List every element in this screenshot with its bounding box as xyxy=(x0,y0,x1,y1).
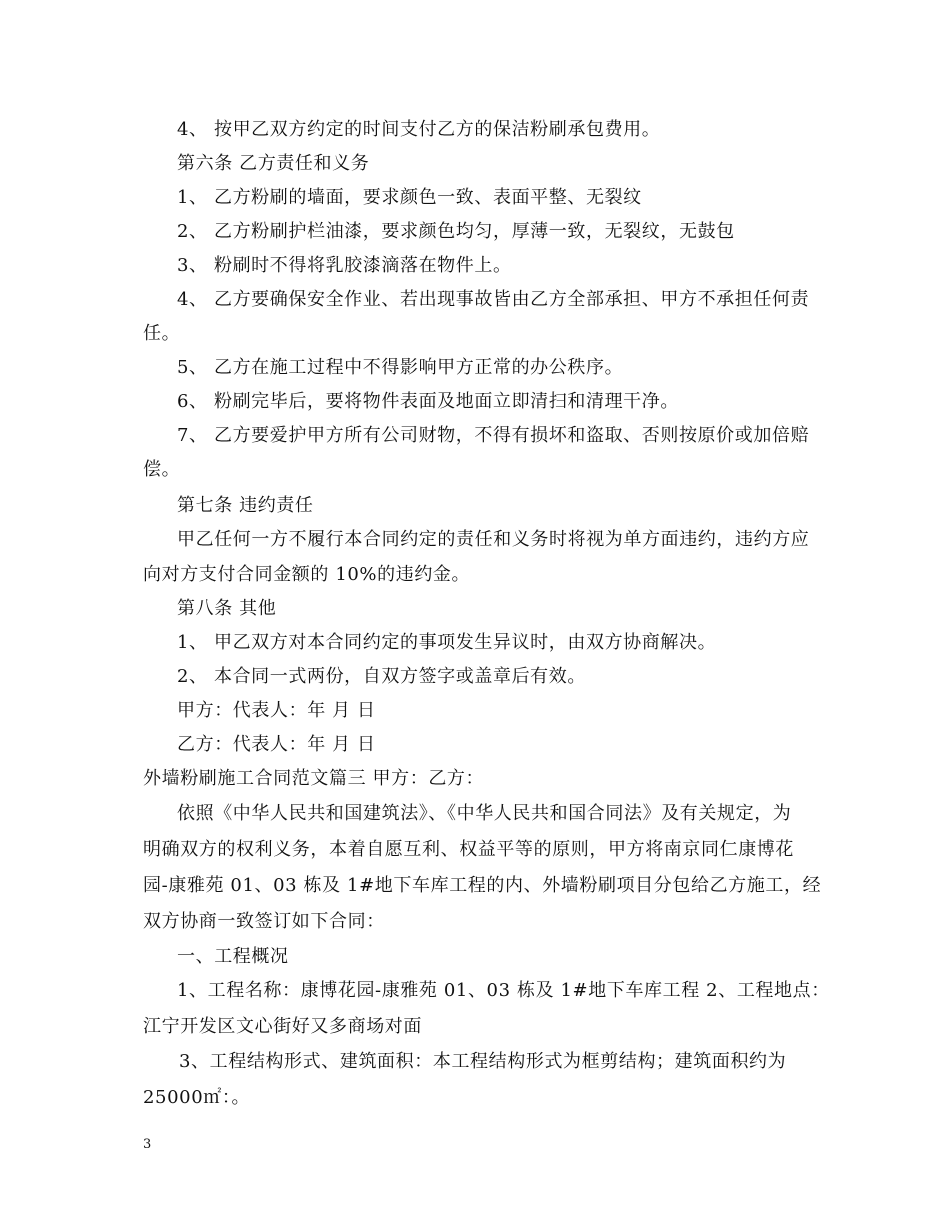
paragraph-line: 4、 按甲乙双方约定的时间支付乙方的保洁粉刷承包费用。 xyxy=(177,119,661,140)
paragraph-line: 25000㎡：。 xyxy=(143,1087,251,1108)
paragraph-line: 1、 甲乙双方对本合同约定的事项发生异议时，由双方协商解决。 xyxy=(177,632,717,653)
paragraph-line: 江宁开发区文心街好又多商场对面 xyxy=(143,1016,422,1037)
paragraph-line: 4、 乙方要确保安全作业、若出现事故皆由乙方全部承担、甲方不承担任何责 xyxy=(177,289,810,310)
paragraph-line: 向对方支付合同金额的 10%的违约金。 xyxy=(143,564,471,585)
paragraph-line: 双方协商一致签订如下合同： xyxy=(143,911,385,932)
section-heading: 一、工程概况 xyxy=(177,946,289,967)
signature-line: 甲方：代表人：年 月 日 xyxy=(177,700,376,721)
paragraph-line: 明确双方的权利义务，本着自愿互利、权益平等的原则，甲方将南京同仁康博花 xyxy=(143,839,794,860)
signature-line: 乙方：代表人：年 月 日 xyxy=(177,734,376,755)
section-heading: 第八条 其他 xyxy=(177,598,277,619)
paragraph-line: 1、工程名称：康博花园-康雅苑 01、03 栋及 1#地下车库工程 2、工程地点： xyxy=(177,980,830,1001)
paragraph-line: 偿。 xyxy=(143,459,181,480)
section-heading: 第六条 乙方责任和义务 xyxy=(177,153,370,174)
page-number: 3 xyxy=(143,1137,152,1152)
paragraph-line: 任。 xyxy=(143,323,181,344)
paragraph-line: 2、 乙方粉刷护栏油漆，要求颜色均匀，厚薄一致，无裂纹，无鼓包 xyxy=(177,221,735,242)
paragraph-line: 3、 粉刷时不得将乳胶漆滴落在物件上。 xyxy=(177,255,512,276)
paragraph-line: 5、 乙方在施工过程中不得影响甲方正常的办公秩序。 xyxy=(177,357,624,378)
paragraph-line: 6、 粉刷完毕后，要将物件表面及地面立即清扫和清理干净。 xyxy=(177,391,679,412)
section-heading: 第七条 违约责任 xyxy=(177,495,314,516)
paragraph-line: 甲乙任何一方不履行本合同约定的责任和义务时将视为单方面违约，违约方应 xyxy=(177,529,810,550)
section-title: 外墙粉刷施工合同范文篇三 甲方：乙方： xyxy=(143,768,485,789)
paragraph-line: 3、工程结构形式、建筑面积：本工程结构形式为框剪结构；建筑面积约为 xyxy=(179,1051,787,1072)
paragraph-line: 2、 本合同一式两份，自双方签字或盖章后有效。 xyxy=(177,666,586,687)
paragraph-line: 1、 乙方粉刷的墙面，要求颜色一致、表面平整、无裂纹 xyxy=(177,187,642,208)
paragraph-line: 7、 乙方要爱护甲方所有公司财物，不得有损坏和盗取、否则按原价或加倍赔 xyxy=(177,425,810,446)
paragraph-line: 依照《中华人民共和国建筑法》、《中华人民共和国合同法》及有关规定，为 xyxy=(177,803,792,824)
paragraph-line: 园-康雅苑 01、03 栋及 1#地下车库工程的内、外墙粉刷项目分包给乙方施工，经 xyxy=(143,875,822,896)
